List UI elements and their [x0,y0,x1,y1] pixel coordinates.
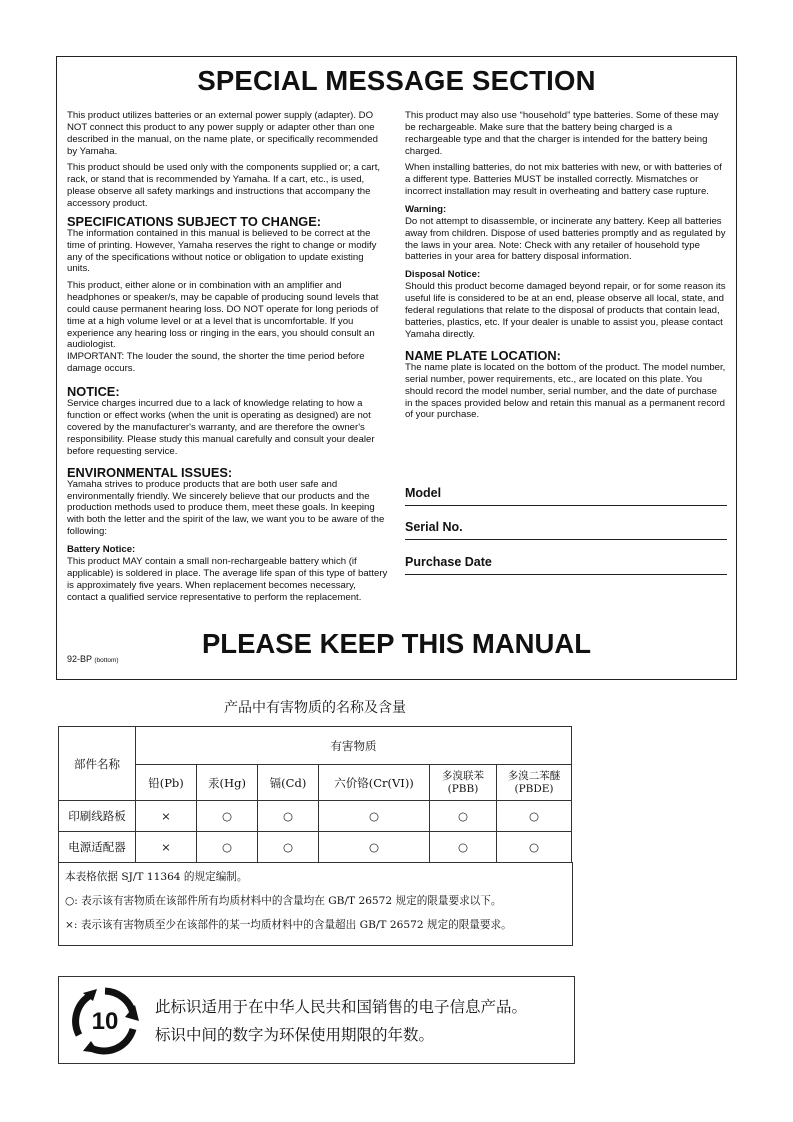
important-paragraph: IMPORTANT: The louder the sound, the shorter the time period before damage occurs. [67,351,365,375]
purchase-date-field[interactable]: Purchase Date [405,555,727,575]
value-cell: × [136,832,197,863]
value-cell: × [136,801,197,832]
document-code-number: 92-BP [67,654,92,664]
recycle-period-icon [69,985,141,1057]
value-cell: ○ [258,832,319,863]
table-row [59,832,572,863]
environmental-heading: ENVIRONMENTAL ISSUES: [67,464,233,480]
value-cell: ○ [430,801,497,832]
value-cell: ○ [497,832,572,863]
keep-manual-banner: PLEASE KEEP THIS MANUAL [201,628,592,659]
household-batteries-paragraph: This product may also use “household” type batteries. Some of these may be rechargeable. Make sure that the battery being charged is a rechargeable type and that the charger is intended for the battery being charged. [405,110,719,157]
document-code-note: (bottom) [94,657,119,664]
substance-header-row [59,765,572,801]
epup-line-2: 标识中间的数字为环保使用期限的年数。 [155,1026,435,1044]
name-plate-paragraph: The name plate is located on the bottom of the product. The model number, serial number, power requirements, etc., are located on this plate. You should record the model number, serial number, and the date of purchase in the spaces provided below and retain this manual as a permanent record of your purchase. [405,361,726,421]
value-cell: ○ [497,801,572,832]
substance-header: 汞(Hg) [197,765,258,801]
hazard-header: 有害物质 [136,727,572,765]
document-code [67,654,119,664]
part-name-header: 部件名称 [59,727,136,801]
value-cell: ○ [197,832,258,863]
table-notes [58,862,573,946]
name-plate-heading: NAME PLATE LOCATION: [405,347,561,363]
battery-notice-paragraph: This product MAY contain a small non-rechargeable battery which (if applicable) is soldered in place. The average life span of this type of battery is approximately five years. When replacement becomes necessary, contact a qualified service representative to perform the replacement. [67,556,388,603]
table-note: ○: 表示该有害物质在该部件所有均质材料中的含量均在 GB/T 26572 规定的限量要求以下。 [65,895,502,907]
value-cell: ○ [258,801,319,832]
table-note: 本表格依据 SJ/T 11364 的规定编制。 [65,871,248,883]
period-number: 10 [91,1008,119,1035]
value-cell: ○ [197,801,258,832]
substance-header: 镉(Cd) [258,765,319,801]
warning-paragraph: Do not attempt to disassemble, or incinerate any battery. Keep all batteries away from children. Dispose of used batteries promptly and as regulated by the laws in your area. Note: Check with any retailer of household type batteries in your area for battery disposal information. [405,215,726,263]
substance-header: 多溴联苯 (PBB) [430,765,497,801]
specifications-paragraph: The information contained in this manual is believed to be correct at the time of printing. However, Yamaha reserves the right to change or modify any of the specifications without notice or obligation to update existing units. [67,227,377,275]
model-field[interactable]: Model [405,486,727,506]
hearing-paragraph: This product, either alone or in combination with an amplifier and headphones or speaker/s, may be capable of producing sound levels that could cause permanent hearing loss. DO NOT operate for long periods of time at a high volume level or at a level that is uncomfortable. If you experience any hearing loss or ringing in the ears, you should consult an audiologist. [67,279,379,351]
disposal-paragraph: Should this product become damaged beyond repair, or for some reason its useful life is considered to be at an end, please observe all local, state, and federal regulations that relate to the disposal of products that contain lead, batteries, plastics, etc. If your dealer is unable to assist you, please contact Yamaha directly. [405,281,726,340]
epup-line-1: 此标识适用于在中华人民共和国销售的电子信息产品。 [155,998,528,1016]
hazardous-substance-table [58,726,572,863]
serial-number-field[interactable]: Serial No. [405,520,727,540]
substance-header: 多溴二苯醚 (PBDE) [497,765,572,801]
notice-paragraph: Service charges incurred due to a lack of knowledge relating to how a function or effect works (when the unit is operating as designed) are not covered by the manufacturer's warranty, and are therefore the owner's responsibility. Please study this manual carefully and consult your dealer before requesting service. [67,398,375,457]
part-cell: 电源适配器 [59,832,136,863]
substance-header: 六价铬(Cr(VI)) [319,765,430,801]
substance-header: 铅(Pb) [136,765,197,801]
value-cell: ○ [319,832,430,863]
power-supply-paragraph: This product utilizes batteries or an external power supply (adapter). DO NOT connect this product to any power supply or adapter other than one described in the manual, on the name plate, or specifically recommended by Yamaha. [67,110,378,157]
warning-heading: Warning: [405,203,447,215]
disposal-heading: Disposal Notice: [405,269,481,281]
installing-batteries-paragraph: When installing batteries, do not mix batteries with new, or with batteries of a different type. Batteries MUST be installed correctly. Mismatches or incorrect installation may result in overheating and battery case rupture. [405,162,722,197]
value-cell: ○ [430,832,497,863]
left-column [67,110,388,608]
battery-notice-heading: Battery Notice: [67,544,136,556]
part-cell: 印刷线路板 [59,801,136,832]
epup-text [155,993,527,1049]
epup-label-box [58,976,575,1064]
right-column [405,110,727,426]
specifications-heading: SPECIFICATIONS SUBJECT TO CHANGE: [67,213,322,229]
table-row [59,801,572,832]
environmental-paragraph: Yamaha strives to produce products that are both user safe and environmentally friendly. We sincerely believe that our products and the production methods used to produce them, meet these goals. In keeping with both the letter and the spirit of the law, we want you to be aware of the following: [67,478,385,538]
hazardous-substance-title: 产品中有害物质的名称及含量 [224,700,406,716]
notice-heading: NOTICE: [67,384,120,400]
components-paragraph: This product should be used only with the components supplied or; a cart, rack, or stand that is recommended by Yamaha. If a cart, etc., is used, please observe all safety markings and instructions that accompany the accessory product. [67,162,381,209]
table-note: ×: 表示该有害物质至少在该部件的某一均质材料中的含量超出 GB/T 26572 规定的限量要求。 [65,919,512,931]
section-title: SPECIAL MESSAGE SECTION [197,65,596,96]
special-message-section [56,56,737,680]
value-cell: ○ [319,801,430,832]
